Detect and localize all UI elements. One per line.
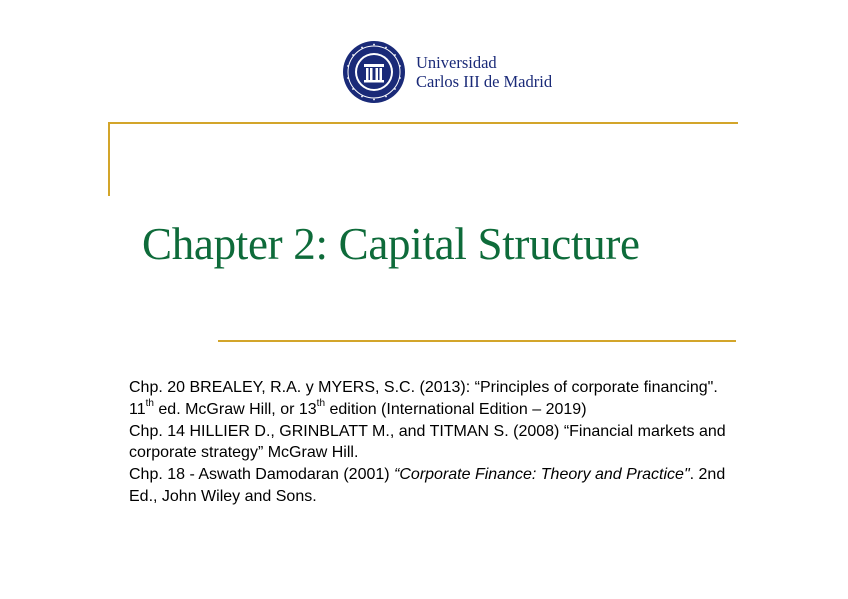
reference-text: ed. McGraw Hill, or 13 bbox=[153, 400, 317, 418]
reference-text: edition (International Edition – 2019) bbox=[325, 400, 587, 418]
university-name-line1: Universidad bbox=[416, 53, 497, 72]
title-frame-top-rule bbox=[110, 122, 738, 124]
reference-item bbox=[129, 377, 729, 421]
superscript: th bbox=[316, 398, 326, 410]
reference-book-title: “Corporate Finance: Theory and Practice" bbox=[394, 466, 690, 484]
university-name bbox=[416, 53, 552, 91]
title-frame-bottom-rule bbox=[218, 340, 736, 342]
title-frame-left-rule bbox=[108, 122, 110, 196]
reference-text: Chp. 20 BREALEY, R.A. y MYERS, S.C. (2013): “Principles of corporate financing". 11 bbox=[129, 379, 718, 418]
slide-title: Chapter 2: Capital Structure bbox=[142, 219, 640, 269]
superscript: th bbox=[145, 398, 154, 410]
reference-text: Chp. 18 - Aswath Damodaran (2001) bbox=[129, 466, 395, 484]
university-seal-icon bbox=[342, 40, 406, 104]
reference-item bbox=[129, 421, 729, 465]
reference-text: . 2nd Ed., John Wiley and Sons. bbox=[129, 466, 726, 505]
reference-text: Chp. 14 HILLIER D., GRINBLATT M., and TITMAN S. (2008) “Financial markets and corporate strategy” McGraw Hill. bbox=[129, 422, 726, 462]
reference-item bbox=[129, 464, 729, 508]
references-list bbox=[129, 377, 729, 508]
university-name-line2: Carlos III de Madrid bbox=[416, 72, 553, 91]
